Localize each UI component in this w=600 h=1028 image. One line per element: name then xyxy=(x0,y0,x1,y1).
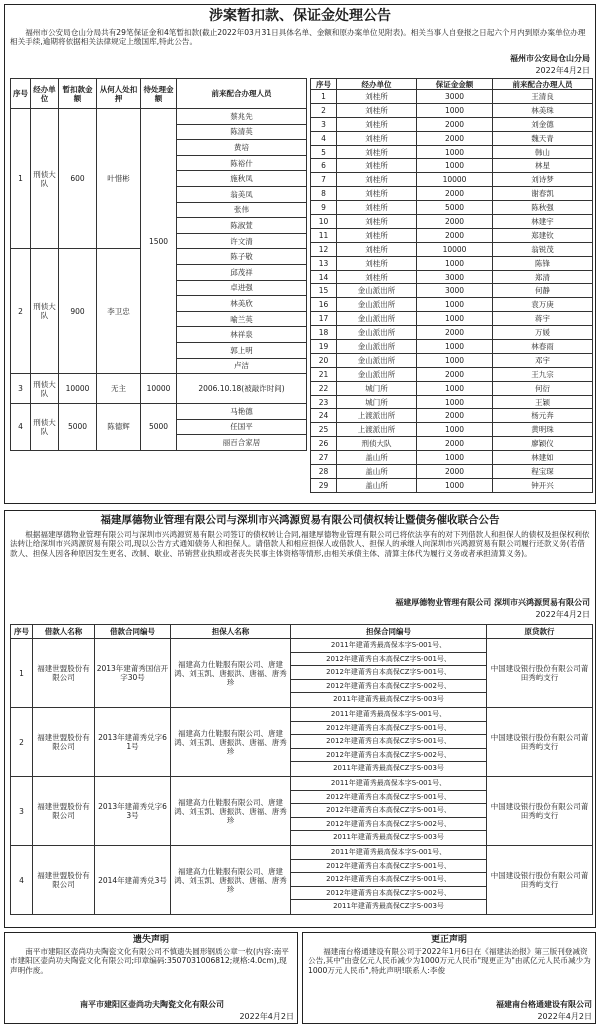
handling-unit: 刑侦大队 xyxy=(31,109,59,249)
column-header: 原贷款行 xyxy=(487,625,593,639)
row-number: 7 xyxy=(311,173,337,187)
seized-from: 叶惜彬 xyxy=(97,109,141,249)
deposit-table xyxy=(310,78,592,493)
lost-sign: 南平市建阳区壶尚功夫陶瓷文化有限公司 xyxy=(80,1000,224,1009)
contact-person: 2006.10.18(被敲诈时间) xyxy=(177,374,307,404)
table-row xyxy=(311,145,593,159)
contact-person: 翁锐茂 xyxy=(493,242,593,256)
table-row xyxy=(311,228,593,242)
handling-unit: 刘桂所 xyxy=(337,242,417,256)
table-row xyxy=(311,159,593,173)
column-header: 借款人名称 xyxy=(33,625,95,639)
table-row xyxy=(311,465,593,479)
handling-unit: 金山派出所 xyxy=(337,312,417,326)
guarantee-contract: 2012年建莆秀自本高保CZ字S-001号、 xyxy=(291,666,486,680)
table-row xyxy=(311,298,593,312)
contact-person: 林祥泉 xyxy=(177,327,307,343)
guarantee-contract: 2011年建莆秀最高保CZ字S-003号 xyxy=(333,833,444,842)
table-row xyxy=(311,478,593,492)
row-number: 9 xyxy=(311,201,337,215)
deposit-amount: 1000 xyxy=(417,423,493,437)
handling-unit: 城门所 xyxy=(337,395,417,409)
table-row xyxy=(311,173,593,187)
contact-person: 许文清 xyxy=(177,233,307,249)
seized-from: 陈德辉 xyxy=(97,404,141,451)
guarantee-contract: 2012年建莆秀自本高保CZ字S-001号、 xyxy=(291,860,486,874)
lost-date: 2022年4月2日 xyxy=(239,1012,294,1021)
deposit-amount: 10000 xyxy=(417,242,493,256)
table-row xyxy=(311,395,593,409)
contact-person: 何静 xyxy=(493,284,593,298)
guarantor-name: 福建高力仕鞋服有限公司、唐建鸿、刘玉凯、唐振洪、唐福、唐秀珍 xyxy=(171,639,291,708)
original-lending-bank: 中国建设银行股份有限公司莆田秀屿支行 xyxy=(487,708,593,777)
lost-title: 遗失声明 xyxy=(132,935,169,945)
row-number: 11 xyxy=(311,228,337,242)
guarantee-contract: 2012年建莆秀自本高保CZ字S-001号、 xyxy=(291,804,486,818)
column-header: 从何人处扣押 xyxy=(97,79,141,109)
handling-unit: 刘桂所 xyxy=(337,215,417,229)
contact-person: 喻兰英 xyxy=(177,311,307,327)
handling-unit: 城门所 xyxy=(337,381,417,395)
column-header: 经办单位 xyxy=(337,79,417,90)
original-lending-bank: 中国建设银行股份有限公司莆田秀屿支行 xyxy=(487,777,593,846)
contact-person: 王清良 xyxy=(493,90,593,104)
table-row xyxy=(311,242,593,256)
handling-unit: 刑侦大队 xyxy=(31,249,59,374)
deposit-amount: 1000 xyxy=(417,256,493,270)
table-header xyxy=(11,79,307,109)
seized-amount: 900 xyxy=(59,249,97,374)
handling-unit: 刘桂所 xyxy=(337,256,417,270)
contact-person: 陈淑萱 xyxy=(177,218,307,234)
table-row xyxy=(11,639,593,708)
contact-person: 林建宇 xyxy=(493,215,593,229)
notice-2-date: 2022年4月2日 xyxy=(535,610,590,619)
row-number: 10 xyxy=(311,215,337,229)
borrower-name: 福建世盟股份有限公司 xyxy=(33,639,95,708)
guarantee-contract: 2011年建莆秀最高保CZ字S-003号 xyxy=(333,902,444,911)
row-number: 2 xyxy=(11,249,31,374)
deposit-amount: 10000 xyxy=(417,173,493,187)
guarantee-contract: 2012年建莆秀自本高保CZ字S-002号、 xyxy=(291,680,486,694)
notice-2-title: 福建厚德物业管理有限公司与深圳市兴鸿源贸易有限公司债权转让暨债务催收联合公告 xyxy=(100,514,500,526)
deposit-amount: 2000 xyxy=(417,437,493,451)
contact-person: 施秋凤 xyxy=(177,171,307,187)
seized-amount: 600 xyxy=(59,109,97,249)
handling-unit: 上渡派出所 xyxy=(337,409,417,423)
contact-person: 林星 xyxy=(493,159,593,173)
notice-1-body: 福州市公安局仓山分局共有29笔保证金和4笔暂扣款(截止2022年03月31日具体名单、金额和原办案单位见附表)。相关当事人自登报之日起六个月内到原办案单位办理相关手续,逾期将依据相关法律规定上缴国库,特此公告。 xyxy=(10,28,586,47)
handling-unit: 刘桂所 xyxy=(337,131,417,145)
contact-person: 万媛 xyxy=(493,326,593,340)
deposit-amount: 5000 xyxy=(417,201,493,215)
loan-contract-number: 2014年建莆秀兑3号 xyxy=(95,846,171,915)
table-row xyxy=(311,367,593,381)
contact-person: 卢洁 xyxy=(177,358,307,374)
contact-person: 翁美凤 xyxy=(177,186,307,202)
contact-person: 蒋宇 xyxy=(493,312,593,326)
contact-person: 钟开兴 xyxy=(493,478,593,492)
contact-person: 黄培 xyxy=(177,140,307,156)
guarantee-contract: 2012年建莆秀自本高保CZ字S-001号、 xyxy=(291,653,486,667)
borrower-name: 福建世盟股份有限公司 xyxy=(33,846,95,915)
handling-unit: 刘桂所 xyxy=(337,117,417,131)
row-number: 6 xyxy=(311,159,337,173)
contact-person: 杨元奔 xyxy=(493,409,593,423)
deposit-amount: 1000 xyxy=(417,478,493,492)
pending-amount: 5000 xyxy=(141,404,177,451)
contact-person: 张伟 xyxy=(177,202,307,218)
contact-person: 廖颖仪 xyxy=(493,437,593,451)
seized-amount: 10000 xyxy=(59,374,97,404)
table-row xyxy=(311,381,593,395)
deposit-amount: 2000 xyxy=(417,465,493,479)
handling-unit: 金山派出所 xyxy=(337,326,417,340)
debt-table xyxy=(10,624,592,915)
row-number: 16 xyxy=(311,298,337,312)
deposit-amount: 1000 xyxy=(417,340,493,354)
column-header: 担保人名称 xyxy=(171,625,291,639)
contact-person: 郑建钦 xyxy=(493,228,593,242)
table-row xyxy=(11,374,307,404)
guarantee-contract: 2012年建莆秀自本高保CZ字S-001号、 xyxy=(291,873,486,887)
correction-sign: 福建南台格通建设有限公司 xyxy=(496,1000,592,1009)
row-number: 2 xyxy=(311,103,337,117)
deposit-amount: 2000 xyxy=(417,187,493,201)
guarantee-contract-numbers xyxy=(291,846,487,915)
loan-contract-number: 2013年建莆秀兑字61号 xyxy=(95,708,171,777)
column-header: 担保合同编号 xyxy=(291,625,487,639)
deposit-amount: 3000 xyxy=(417,270,493,284)
handling-unit: 金山派出所 xyxy=(337,340,417,354)
seized-from: 李卫忠 xyxy=(97,249,141,374)
row-number: 3 xyxy=(11,777,33,846)
notice-1-date: 2022年4月2日 xyxy=(535,66,590,75)
guarantee-contract: 2011年建莆秀最高保本字S-001号、 xyxy=(291,846,486,860)
row-number: 4 xyxy=(11,404,31,451)
borrower-name: 福建世盟股份有限公司 xyxy=(33,777,95,846)
deposit-amount: 1000 xyxy=(417,312,493,326)
handling-unit: 盖山所 xyxy=(337,478,417,492)
pending-amount: 10000 xyxy=(141,374,177,404)
table-row xyxy=(311,312,593,326)
row-number: 1 xyxy=(11,109,31,249)
guarantee-contract: 2012年建莆秀自本高保CZ字S-002号、 xyxy=(291,749,486,763)
contact-person: 黄明珠 xyxy=(493,423,593,437)
contact-person: 林美欣 xyxy=(177,296,307,312)
handling-unit: 盖山所 xyxy=(337,465,417,479)
deposit-amount: 1000 xyxy=(417,145,493,159)
row-number: 23 xyxy=(311,395,337,409)
table-row xyxy=(11,777,593,846)
loan-contract-number: 2013年建莆秀兑字63号 xyxy=(95,777,171,846)
deposit-amount: 1000 xyxy=(417,159,493,173)
row-number: 20 xyxy=(311,353,337,367)
guarantee-contract: 2011年建莆秀最高保本字S-001号、 xyxy=(291,639,486,653)
table-header xyxy=(11,625,593,639)
handling-unit: 刘桂所 xyxy=(337,187,417,201)
handling-unit: 刑侦大队 xyxy=(31,374,59,404)
table-row xyxy=(311,131,593,145)
contact-person: 林建如 xyxy=(493,451,593,465)
row-number: 2 xyxy=(11,708,33,777)
row-number: 3 xyxy=(11,374,31,404)
contact-person: 丽百合家居 xyxy=(177,435,307,451)
contact-person: 程宝琛 xyxy=(493,465,593,479)
row-number: 1 xyxy=(311,90,337,104)
handling-unit: 金山派出所 xyxy=(337,284,417,298)
contact-person: 魏天青 xyxy=(493,131,593,145)
column-header: 借款合同编号 xyxy=(95,625,171,639)
table-row xyxy=(11,708,593,777)
contact-person: 郭上明 xyxy=(177,342,307,358)
deposit-amount: 2000 xyxy=(417,367,493,381)
deposit-amount: 1000 xyxy=(417,103,493,117)
lost-notice xyxy=(4,932,298,1024)
guarantee-contract-numbers xyxy=(291,708,487,777)
row-number: 19 xyxy=(311,340,337,354)
original-lending-bank: 中国建设银行股份有限公司莆田秀屿支行 xyxy=(487,639,593,708)
table-row xyxy=(311,270,593,284)
table-row xyxy=(311,284,593,298)
deposit-amount: 1000 xyxy=(417,395,493,409)
row-number: 27 xyxy=(311,451,337,465)
deposit-amount: 2000 xyxy=(417,409,493,423)
deposit-amount: 3000 xyxy=(417,284,493,298)
column-header: 序号 xyxy=(11,625,33,639)
guarantee-contract: 2011年建莆秀最高保本字S-001号、 xyxy=(291,777,486,791)
contact-person: 刘金德 xyxy=(493,117,593,131)
deposit-amount: 1000 xyxy=(417,381,493,395)
deposit-amount: 2000 xyxy=(417,131,493,145)
guarantee-contract: 2012年建莆秀自本高保CZ字S-002号、 xyxy=(291,818,486,832)
deposit-amount: 2000 xyxy=(417,215,493,229)
seized-funds-table xyxy=(10,78,306,451)
notice-2-body: 根据福建厚德物业管理有限公司与深圳市兴鸿源贸易有限公司签订的债权转让合同,福建厚德物业管理有限公司已将依法享有的对下列借款人和担保人的债权及担保权利依法转让给深圳市兴鸿源贸易有限公司,现以公告方式通知债务人和担保人。请借款人和相应担保人或借款人、担保人的承继人向深圳市兴鸿源贸易有限公司履行还款义务(若借款人、担保人因各种原因发生更名、改制、歇业、吊销营业执照或者丧失民事主体资格等情形,由相关承债主体、清算主体代为履行义务或者承担清算义务)。 xyxy=(10,530,590,558)
pending-amount: 1500 xyxy=(141,109,177,374)
table-row xyxy=(311,437,593,451)
contact-person: 陈秋强 xyxy=(493,201,593,215)
row-number: 5 xyxy=(311,145,337,159)
contact-person: 韩山 xyxy=(493,145,593,159)
guarantee-contract: 2011年建莆秀最高保CZ字S-003号 xyxy=(333,764,444,773)
contact-person: 林美珠 xyxy=(493,103,593,117)
table-row xyxy=(311,340,593,354)
seized-from: 无主 xyxy=(97,374,141,404)
table-row xyxy=(311,103,593,117)
row-number: 4 xyxy=(11,846,33,915)
contact-person: 邱茂祥 xyxy=(177,264,307,280)
handling-unit: 金山派出所 xyxy=(337,353,417,367)
table-row xyxy=(11,109,307,125)
row-number: 14 xyxy=(311,270,337,284)
contact-person: 王颖 xyxy=(493,395,593,409)
column-header: 经办单位 xyxy=(31,79,59,109)
deposit-amount: 1000 xyxy=(417,451,493,465)
handling-unit: 刘桂所 xyxy=(337,159,417,173)
table-row xyxy=(311,353,593,367)
row-number: 3 xyxy=(311,117,337,131)
contact-person: 任国平 xyxy=(177,419,307,435)
table-row xyxy=(311,256,593,270)
handling-unit: 刘桂所 xyxy=(337,201,417,215)
guarantee-contract: 2011年建莆秀最高保本字S-001号、 xyxy=(291,708,486,722)
table-row xyxy=(311,117,593,131)
deposit-amount: 1000 xyxy=(417,353,493,367)
column-header: 序号 xyxy=(11,79,31,109)
handling-unit: 刘桂所 xyxy=(337,90,417,104)
contact-person: 袁万庚 xyxy=(493,298,593,312)
row-number: 4 xyxy=(311,131,337,145)
table-row xyxy=(311,90,593,104)
loan-contract-number: 2013年建莆秀国信开字30号 xyxy=(95,639,171,708)
contact-person: 陈清英 xyxy=(177,124,307,140)
handling-unit: 刑侦大队 xyxy=(31,404,59,451)
contact-person: 蔡兆先 xyxy=(177,109,307,125)
row-number: 12 xyxy=(311,242,337,256)
table-header xyxy=(311,79,593,90)
guarantee-contract: 2011年建莆秀最高保CZ字S-003号 xyxy=(333,695,444,704)
column-header: 前来配合办理人员 xyxy=(493,79,593,90)
contact-person: 马艳德 xyxy=(177,404,307,420)
column-header: 前来配合办理人员 xyxy=(177,79,307,109)
lost-body: 南平市建阳区壶尚功夫陶瓷文化有限公司不慎遗失圆形钢质公章一枚(内容:南平市建阳区壶尚功夫陶瓷文化有限公司;印章编码:3507031006812;规格:4.0cm),现声明作废。 xyxy=(10,947,289,975)
column-header: 暂扣款金额 xyxy=(59,79,97,109)
table-row xyxy=(11,846,593,915)
column-header: 序号 xyxy=(311,79,337,90)
correction-body: 福建南台格通建设有限公司于2022年1月6日在《福建法治报》第三版刊登减资公告,其中"由壹亿元人民币减少为1000万元人民币"现更正为"由贰亿元人民币减少为1000万元人民币",特此声明!联系人:李俊 xyxy=(308,947,591,975)
contact-person: 卓进强 xyxy=(177,280,307,296)
row-number: 26 xyxy=(311,437,337,451)
contact-person: 刘诗梦 xyxy=(493,173,593,187)
contact-person: 陈锋 xyxy=(493,256,593,270)
notice-1-sign: 福州市公安局仓山分局 xyxy=(510,54,590,63)
table-row xyxy=(11,404,307,420)
column-header: 保证金金额 xyxy=(417,79,493,90)
row-number: 28 xyxy=(311,465,337,479)
handling-unit: 刘桂所 xyxy=(337,145,417,159)
row-number: 17 xyxy=(311,312,337,326)
original-lending-bank: 中国建设银行股份有限公司莆田秀屿支行 xyxy=(487,846,593,915)
guarantee-contract: 2012年建莆秀自本高保CZ字S-001号、 xyxy=(291,735,486,749)
handling-unit: 金山派出所 xyxy=(337,298,417,312)
contact-person: 郑清 xyxy=(493,270,593,284)
row-number: 1 xyxy=(11,639,33,708)
deposit-amount: 2000 xyxy=(417,326,493,340)
handling-unit: 金山派出所 xyxy=(337,367,417,381)
contact-person: 何衍 xyxy=(493,381,593,395)
column-header: 待处理金额 xyxy=(141,79,177,109)
row-number: 29 xyxy=(311,478,337,492)
contact-person: 谢春凯 xyxy=(493,187,593,201)
row-number: 15 xyxy=(311,284,337,298)
guarantor-name: 福建高力仕鞋服有限公司、唐建鸿、刘玉凯、唐振洪、唐福、唐秀珍 xyxy=(171,708,291,777)
row-number: 22 xyxy=(311,381,337,395)
borrower-name: 福建世盟股份有限公司 xyxy=(33,708,95,777)
table-row xyxy=(311,326,593,340)
row-number: 18 xyxy=(311,326,337,340)
correction-notice xyxy=(302,932,596,1024)
handling-unit: 刑侦大队 xyxy=(337,437,417,451)
handling-unit: 上渡派出所 xyxy=(337,423,417,437)
notice-2-sign: 福建厚德物业管理有限公司 深圳市兴鸿源贸易有限公司 xyxy=(395,598,590,607)
row-number: 8 xyxy=(311,187,337,201)
guarantee-contract: 2012年建莆秀自本高保CZ字S-001号、 xyxy=(291,791,486,805)
guarantor-name: 福建高力仕鞋服有限公司、唐建鸿、刘玉凯、唐振洪、唐福、唐秀珍 xyxy=(171,846,291,915)
deposit-amount: 2000 xyxy=(417,117,493,131)
guarantee-contract-numbers xyxy=(291,639,487,708)
row-number: 24 xyxy=(311,409,337,423)
row-number: 25 xyxy=(311,423,337,437)
correction-date: 2022年4月2日 xyxy=(537,1012,592,1021)
contact-person: 林春雨 xyxy=(493,340,593,354)
handling-unit: 刘桂所 xyxy=(337,173,417,187)
contact-person: 陈裕什 xyxy=(177,155,307,171)
deposit-amount: 2000 xyxy=(417,228,493,242)
handling-unit: 盖山所 xyxy=(337,451,417,465)
table-row xyxy=(311,451,593,465)
table-row xyxy=(311,409,593,423)
table-row xyxy=(311,423,593,437)
handling-unit: 刘桂所 xyxy=(337,270,417,284)
table-row xyxy=(311,187,593,201)
row-number: 21 xyxy=(311,367,337,381)
table-row xyxy=(311,201,593,215)
table-row xyxy=(311,215,593,229)
contact-person: 王九宗 xyxy=(493,367,593,381)
seized-amount: 5000 xyxy=(59,404,97,451)
deposit-amount: 1000 xyxy=(417,298,493,312)
guarantee-contract: 2012年建莆秀自本高保CZ字S-001号、 xyxy=(291,722,486,736)
contact-person: 邓宇 xyxy=(493,353,593,367)
handling-unit: 刘桂所 xyxy=(337,228,417,242)
handling-unit: 刘桂所 xyxy=(337,103,417,117)
correction-title: 更正声明 xyxy=(430,935,467,945)
guarantee-contract-numbers xyxy=(291,777,487,846)
guarantor-name: 福建高力仕鞋服有限公司、唐建鸿、刘玉凯、唐振洪、唐福、唐秀珍 xyxy=(171,777,291,846)
notice-1-title: 涉案暂扣款、保证金处理公告 xyxy=(209,8,391,24)
contact-person: 陈子敬 xyxy=(177,249,307,265)
guarantee-contract: 2012年建莆秀自本高保CZ字S-002号、 xyxy=(291,887,486,901)
row-number: 13 xyxy=(311,256,337,270)
deposit-amount: 3000 xyxy=(417,90,493,104)
